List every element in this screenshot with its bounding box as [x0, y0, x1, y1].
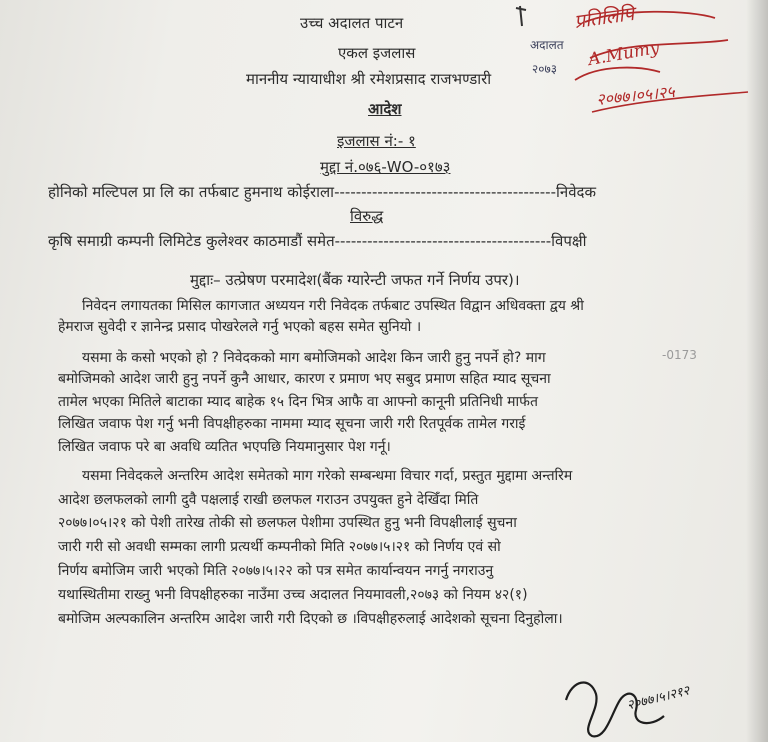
signature-date: २०७७।५।२१२ [625, 683, 692, 714]
petitioner-dashes: ----------------------------------------- [334, 183, 556, 201]
body-line-10: २०७७।०५।२१ को पेशी तारेख तोकी सो छलफल पेशीमा उपस्थित हुनु भनी विपक्षीलाई सुचना [58, 515, 517, 531]
court-name: उच्च अदालत पाटन [300, 14, 404, 32]
judge-signature [566, 683, 664, 737]
versus-label: विरुद्ध [350, 207, 384, 225]
petitioner-role: निवेदक [556, 183, 597, 201]
judge-name: माननीय न्यायाधीश श्री रमेशप्रसाद राजभण्डारी [246, 70, 492, 88]
copy-stamp-initials: A.Mumy [586, 37, 661, 71]
respondent-text: कृषि समाग्री कम्पनी लिमिटेड कुलेश्वर काठमाडौं समेत [48, 232, 335, 250]
copy-stamp-date: २०७७।०५।२५ [595, 81, 676, 110]
respondent-role: विपक्षी [551, 232, 587, 250]
petitioner-text: होनिको मल्टिपल प्रा लि का तर्फबाट हुमनाथ कोईराला [48, 183, 335, 201]
respondent-dashes: ---------------------------------------- [334, 232, 552, 250]
body-line-5: तामेल भएका मितिले बाटाका म्याद बाहेक १५ दिन भित्र आफै वा आफ्नो कानूनी प्रतिनिधी मार्फत [58, 394, 538, 410]
case-subject: मुद्दाः– उत्प्रेषण परमादेश(बैंक ग्यारेन्टी जफत गर्ने निर्णय उपर)। [190, 271, 520, 289]
bench-number: इजलास नं:- १ [337, 132, 416, 150]
order-title: आदेश [368, 100, 402, 118]
margin-note-1: अदालत [530, 38, 564, 52]
bench-type: एकल इजलास [338, 44, 416, 62]
body-line-1: निवेदन लगायतका मिसिल कागजात अध्ययन गरी निवेदक तर्फबाट उपस्थित विद्वान अधिवक्ता द्वय श्री [82, 298, 584, 314]
body-line-9: आदेश छलफलको लागी दुवै पक्षलाई राखी छलफल गराउन उपयुक्त हुने देखिँदा मिति [58, 492, 479, 508]
body-line-7: लिखित जवाफ परे बा अवधि व्यतित भएपछि नियमानुसार पेश गर्नू। [58, 439, 391, 455]
body-line-8: यसमा निवेदकले अन्तरिम आदेश समेतको माग गरेको सम्बन्धमा विचार गर्दा, प्रस्तुत मुद्दामा अन्तरिम [82, 468, 573, 484]
case-number: मुद्दा नं.०७६-WO-०१७३ [320, 158, 451, 176]
faint-case-stamp: -0173 [662, 348, 697, 362]
body-line-6: लिखित जवाफ पेश गर्नु भनी विपक्षीहरुका नाममा म्याद सूचना जारी गरी रितपूर्वक तामेल गराई [58, 416, 526, 432]
body-line-4: बमोजिमको आदेश जारी हुनु नपर्ने कुनै आधार, कारण र प्रमाण भए सबुद प्रमाण सहित म्याद सूचना [58, 371, 551, 387]
body-line-12: निर्णय बमोजिम जारी भएको मिति २०७७।५।२२ को पत्र समेत कार्यान्वयन नगर्नु नगराउनु [58, 563, 494, 579]
copy-stamp-text: प्रतिलिपि [572, 2, 636, 34]
copy-stamp-underline [592, 92, 748, 112]
margin-tick [516, 6, 526, 26]
body-line-11: जारी गरी सो अवधी सम्मका लागी प्रत्यर्थी कम्पनीको मिति २०७७।५।२१ को निर्णय एवं सो [58, 539, 501, 555]
copy-stamp-scribble [575, 12, 728, 80]
body-line-3: यसमा के कसो भएको हो ? निवेदकको माग बमोजिमको आदेश किन जारी हुनु नपर्ने हो? माग [82, 350, 546, 366]
body-line-2: हेमराज सुवेदी र ज्ञानेन्द्र प्रसाद पोखरेलले गर्नु भएको बहस समेत सुनियो । [58, 319, 422, 335]
margin-note-2: २०७३ [532, 62, 557, 76]
body-line-13: यथास्थितीमा राख्नु भनी विपक्षीहरुका नाउँमा उच्च अदालत नियमावली,२०७३ को नियम ४२(१) [58, 587, 528, 603]
body-line-14: बमोजिम अल्पकालिन अन्तरिम आदेश जारी गरी दिएको छ ।विपक्षीहरुलाई आदेशको सूचना दिनुहोला। [58, 611, 563, 627]
